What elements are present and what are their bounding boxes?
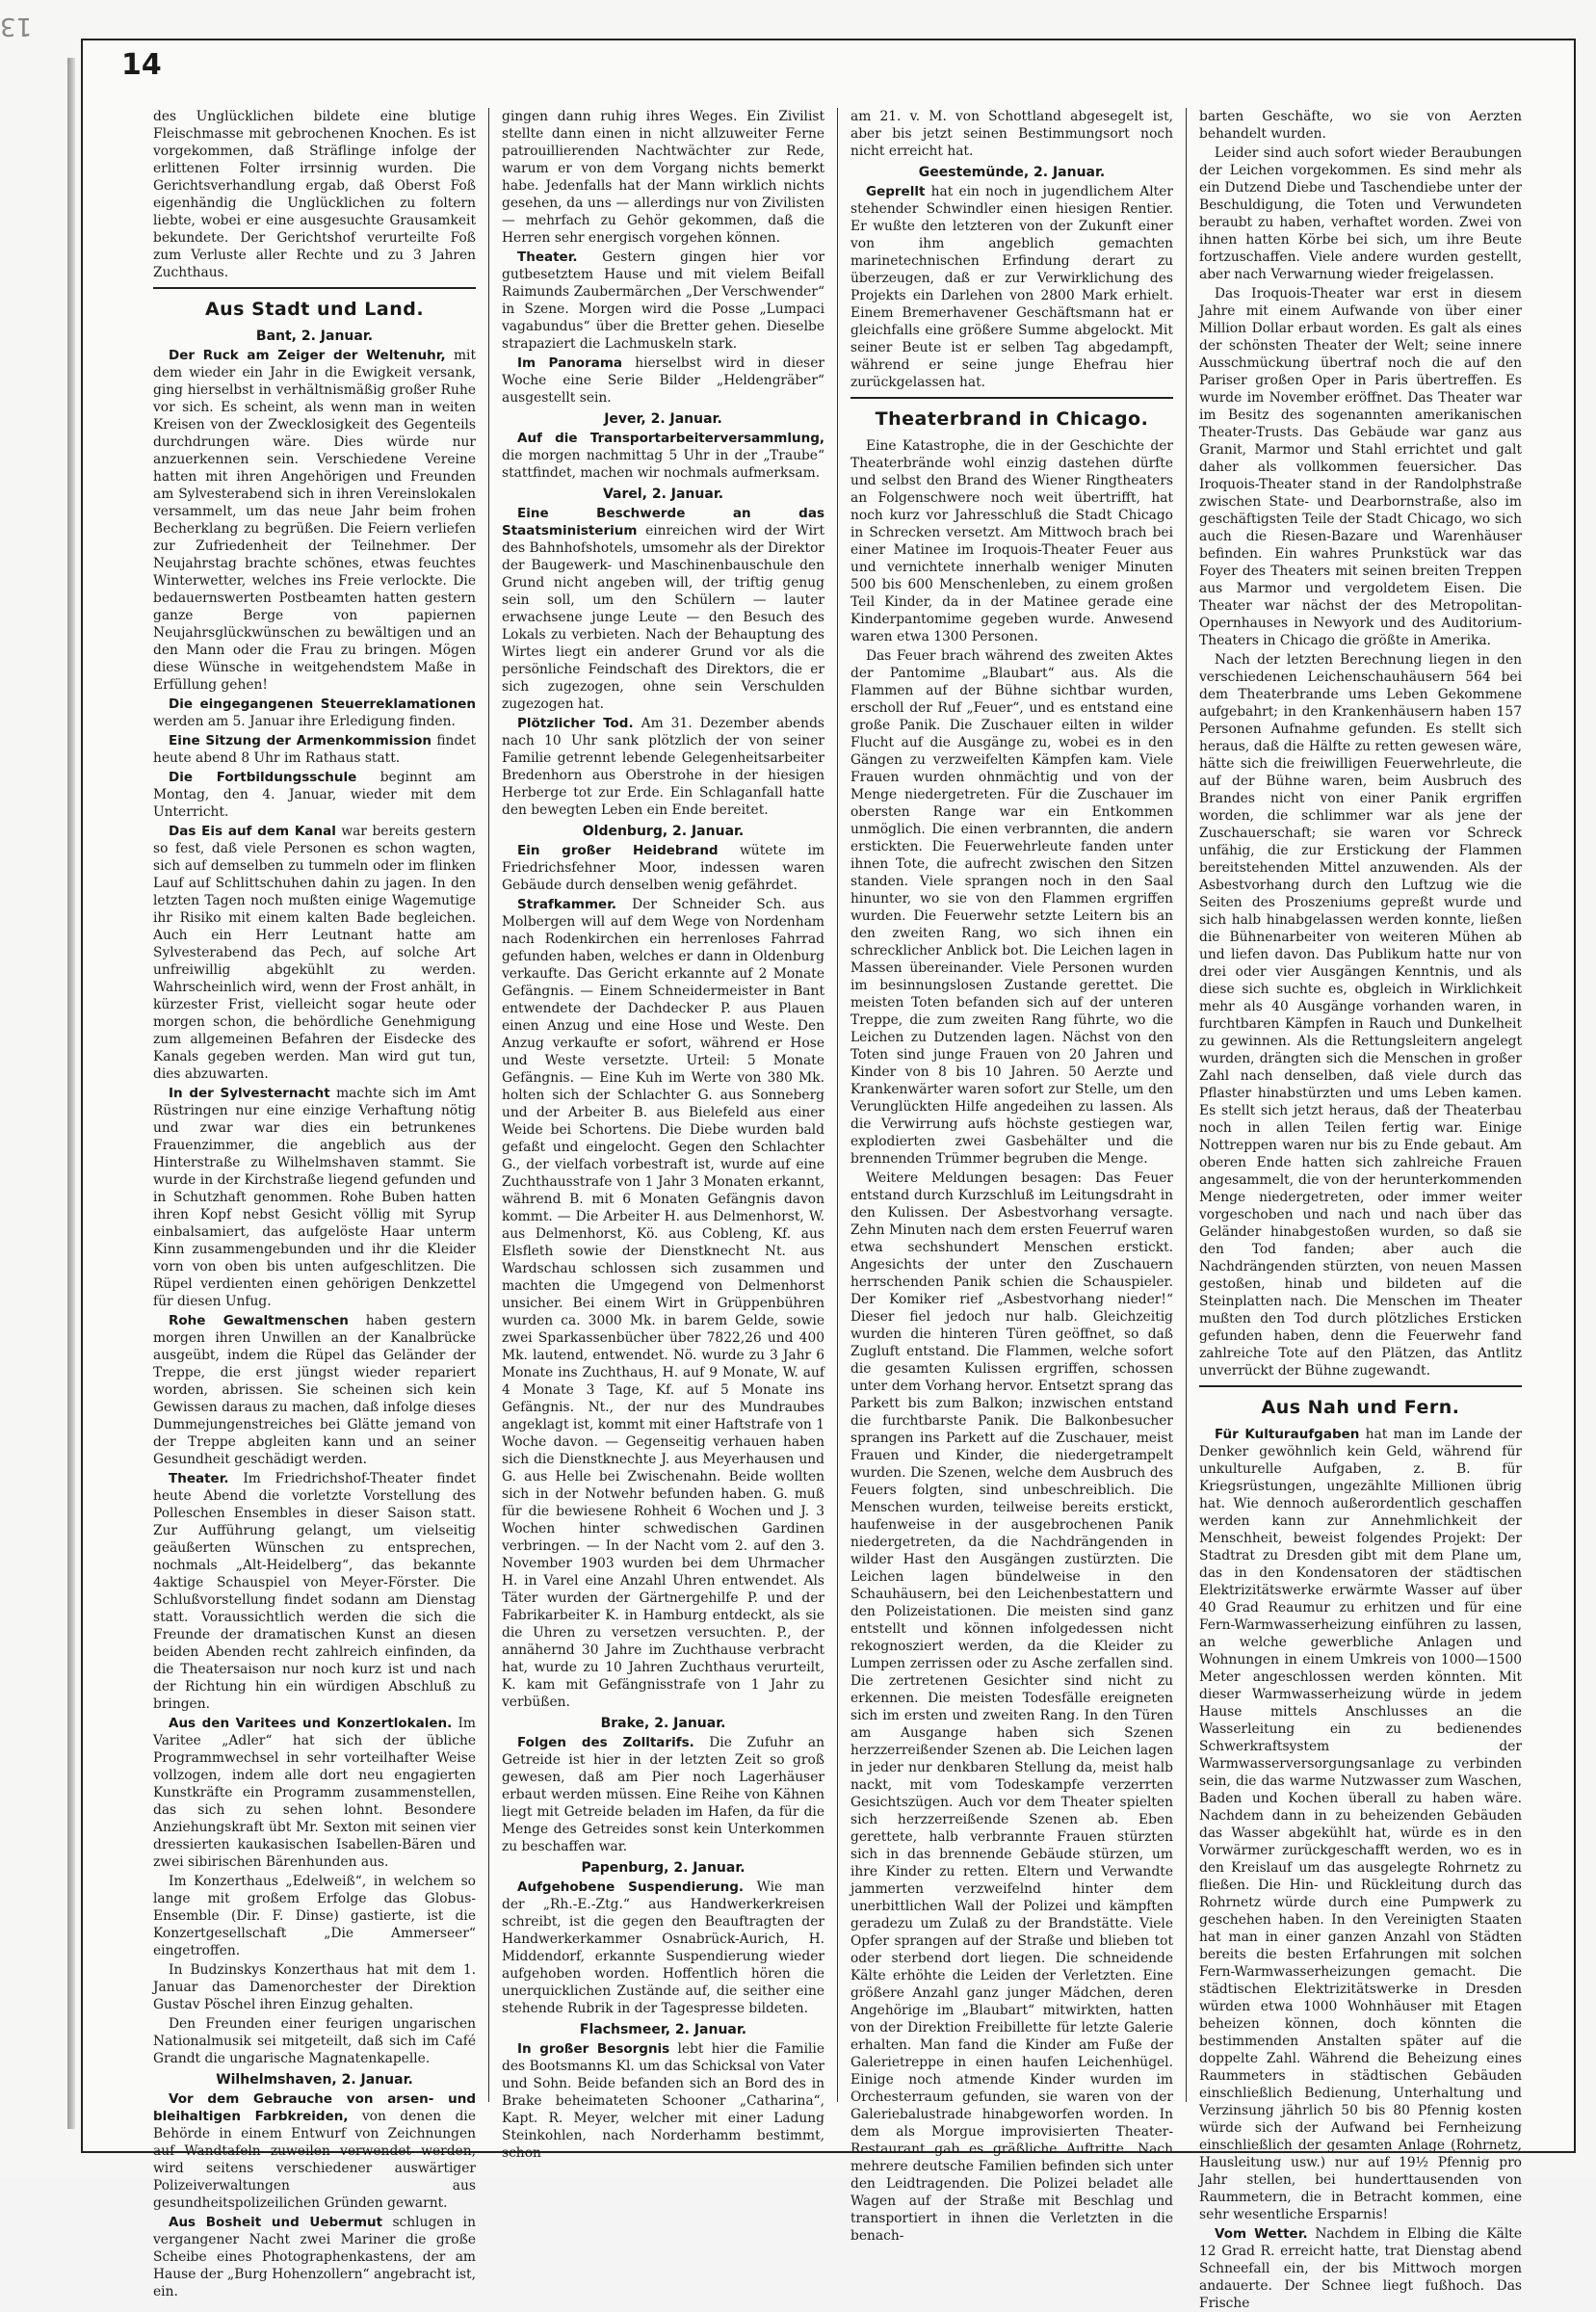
article-lead: Das Eis auf dem Kanal (169, 824, 336, 839)
paragraph: Das Iroquois-Theater war erst in diesem Jahre mit einem Aufwande von über einer Million Dollar erbaut worden. Es galt als eines der schönsten Theater der Welt; seine innere Ausschmückung übertraf noch die auf den Pariser großen Oper in Paris übertreffen. Es wurde im November eröffnet. Das Theater war im Besitz des sogenannten amerikanischen Theater-Trusts. Das Gebäude war ganz aus Granit, Marmor und Stahl errichtet und galt daher als vollkommen feuersicher. Das Iroquois-Theater stand in der Randolphstraße zwischen State- und Dearbornstraße, also im geschäftigsten Teile der Stadt Chicago, wo sich auch die Riesen-Bazare und Warenhäuser befinden. Ein wahres Prunkstück war das Foyer des Theaters mit seinen breiten Treppen aus Marmor und vergoldetem Eisen. Die Theater war nächst der des Metropolitan-Opernhauses in Newyork und des Auditorium-Theaters in Chicago die größte in Amerika. (1199, 286, 1522, 648)
dateline: Oldenburg, 2. Januar. (582, 824, 745, 839)
article: Aufgehobene Suspendierung. Wie man der „Rh.-E.-Ztg.“ aus Handwerkerkreisen schreibt, ist die gegen den Beauftragten der Handwerkerkammer Osnabrück-Aurich, H. Middendorf, erkannte Suspendierung wieder aufgehoben worden. Hoffentlich hören die unerquicklichen Zustände auf, die seither eine stehende Rubrik in der Tagespresse bildeten. (502, 1879, 824, 2016)
column-1 (141, 108, 489, 2299)
paragraph: In Budzinskys Konzerthaus hat mit dem 1. Januar das Damenorchester der Direktion Gustav Pöschel ihren Einzug gehalten. (153, 1962, 476, 2012)
paragraph: Den Freunden einer feurigen ungarischen Nationalmusik sei mitgeteilt, daß sich im Café Grandt die ungarische Magnatenkapelle. (153, 2016, 476, 2066)
article-lead: Eine Sitzung der Armenkommission (169, 733, 432, 749)
column-2 (489, 108, 838, 2161)
article: Der Ruck am Zeiger der Weltenuhr, mit dem wieder ein Jahr in die Ewigkeit versank, ging hierselbst in verhältnismäßig großer Ruhe vor sich. Es scheint, als wenn man in weiten Kreisen von der Zwecklosigkeit des Gegenteils durchdrungen wäre. Dies würde nur anzuerkennen sein. Verschiedene Vereine hatten mit ihren Angehörigen und Freunden am Sylvesterabend sich in ihren Vereinslokalen versammelt, um das neue Jahr beim frohen Becherklang zu begrüßen. Die Feiern verliefen zur Zufriedenheit der Teilnehmer. Der Neujahrstag brachte schönes, etwas feuchtes Winterwetter, welches ins Freie verlockte. Die bedauernswerten Postbeamten hatten gestern ganze Berge von papiernen Neujahrsglückwünschen zu bewältigen und an den Mann oder die Frau zu bringen. Mögen diese Wünsche in weitgehendstem Maße in Erfüllung gehen! (153, 348, 476, 693)
paragraph: gingen dann ruhig ihres Weges. Ein Zivilist stellte dann einen in nicht allzuweiter Ferne patrouillierenden Nachtwächter zur Rede, warum er von dem Vorgang nichts bemerkt habe. Jedenfalls hat der Mann wirklich nichts gesehen, da uns — allerdings nur von Zivilisten — mehrfach zu Gehör gekommen, daß die Herren sehr energisch vorgehen können. (502, 109, 824, 246)
section-heading: Aus Nah und Fern. (1261, 1397, 1460, 1418)
article: Eine Beschwerde an das Staatsministerium einreichen wird der Wirt des Bahnhofshotels, umsomehr als der Direktor der Baugewerk- und Maschinenbauschule den Grund nicht angeben will, der triftig genug sein soll, um den Schülern — lauter erwachsene junge Leute — den Besuch des Lokals zu verbieten. Nach der Behauptung des Wirtes liegt ein anderer Grund vor als die persönliche Feindschaft des Direktors, die er sich zugezogen, ohne sein Verschulden zugezogen hat. (502, 506, 824, 712)
columns (141, 108, 1566, 2311)
article-lead: Aufgehobene Suspendierung. (517, 1879, 745, 1895)
article: Geprellt hat ein noch in jugendlichem Alter stehender Schwindler einen hiesigen Rentier. Er wußte den letzteren von der Zukunft einer von ihm angeblich gemachten marinetechnischen Erfindung derart zu überzeugen, daß er zur Verwirklichung des Projekts ein Darlehen von 2800 Mark erhielt. Einem Bremerhavener Geschäftsmann hat er gleichfalls eine größere Summe abgelockt. Mit seiner Beute ist er selben Tag abgedampft, während er seine junge Ehefrau hier zurückgelassen hat. (850, 184, 1173, 390)
article-lead: Die eingegangenen Steuerreklamationen (169, 696, 476, 712)
article-lead: Plötzlicher Tod. (517, 716, 634, 731)
dateline: Flachsmeer, 2. Januar. (579, 2022, 747, 2037)
article: Auf die Transportarbeiterversammlung, die morgen nachmittag 5 Uhr in der „Traube“ stattfindet, machen wir nochmals aufmerksam. (502, 431, 824, 481)
article: Im Panorama hierselbst wird in dieser Woche eine Serie Bilder „Heldengräber“ ausgestellt sein. (502, 355, 825, 406)
article-lead: Im Panorama (517, 355, 623, 371)
article: Eine Sitzung der Armenkommission findet heute abend 8 Uhr im Rathaus statt. (153, 733, 476, 766)
article-lead: Vom Wetter. (1215, 2226, 1308, 2242)
page-frame (81, 39, 1576, 2311)
dateline: Papenburg, 2. Januar. (581, 1860, 746, 1876)
article: Für Kulturaufgaben hat man im Lande der Denker gewöhnlich kein Geld, während für unkulturelle Aufgaben, z. B. für Kriegsrüstungen, ungezählte Millionen übrig hat. Wie dennoch außerordentlich geschaffen werden kann zur Annehmlichkeit der Menschheit, beweist folgendes Projekt: Der Stadtrat zu Dresden gibt mit dem Plane um, das in den Kondensatoren der städtischen Elektrizitätswerke erwärmte Wasser auf über 40 Grad Reaumur zu erhitzen und für eine Fern-Warmwasserheizung einführen zu lassen, an welche gewerbliche Anlagen und Wohnungen in einem Umkreis von 1000—1500 Meter angeschlossen werden könnten. Mit dieser Warmwasserheizung würde in jedem Hause mittels Anschlusses an die Wasserleitung ein zu bedienendes Schwerkraftsystem der Warmwasserversorgungsanlage zu verbinden sein, die das warme Nutzwasser zum Waschen, Baden und Kochen überall zu haben wäre. Nachdem dann in zu beheizenden Gebäuden das Wasser abgekühlt hat, würde es in den Vorwärmer zurückgeschafft werden, wo es in den Kreislauf um das ausgelegte Rohrnetz zu fließen. Die Hin- und Rückleitung durch das Rohrnetz würde durch eine Pumpwerk zu geschehen haben. In den Vereinigten Staaten hat man in einer ganzen Anzahl von Städten bereits die besten Erfahrungen mit solchen Fern-Warmwasserheizungen gemacht. Die städtischen Elektrizitätswerke in Dresden würden etwa 1000 Wohnhäuser mit Etagen beheizen können, doch könnten die bestimmenden Anstalten später auf die doppelte Zahl. Während die Beheizung eines Raummeters in städtischen Gebäuden einschließlich Bedienung, Unterhaltung und Verzinsung jährlich 50 bis 80 Pfennig kosten würde sich der Aufwand bei Fernheizung einschließlich der gesamten Anlage (Rohrnetz, Hausleitung usw.) nur auf 19½ Pfennig pro Jahr stellen, bei hunderttausenden von Raummetern, die in Betracht kommen, eine sehr wesentliche Ersparnis! (1199, 1427, 1522, 2222)
dateline: Brake, 2. Januar. (600, 1716, 726, 1731)
article-lead: In der Sylvesternacht (169, 1086, 330, 1101)
article: Strafkammer. Der Schneider Sch. aus Molbergen will auf dem Wege von Nordenham nach Rodenkirchen ein herrenloses Fahrrad gefunden haben, welches er dann in Oldenburg verkaufte. Das Gericht erkannte auf 2 Monate Gefängnis. — Einem Schneidermeister in Bant entwendete der Dachdecker P. aus Plauen einen Anzug und eine Hose und Weste. Den Anzug verkaufte er sofort, während er Hose und Weste versetzte. Urteil: 5 Monate Gefängnis. — Eine Kuh im Werte von 380 Mk. holten sich der Schlachter G. aus Sonneberg und der Arbeiter B. aus Bielefeld aus einer Weide bei Schortens. Die Diebe wurden bald gefaßt und eingelocht. Gegen den Schlachter G., der vielfach vorbestraft ist, wurde auf eine Zuchthausstrafe von 1 Jahr 3 Monaten erkannt, während B. mit 6 Monaten Gefängnis davon kommt. — Die Arbeiter H. aus Delmenhorst, W. aus Delmenhorst, Kö. aus Cobleng, Kf. aus Elsfleth sowie der Dienstknecht Nt. aus Wardschau schlossen sich zusammen und machten die Umgegend von Delmenhorst unsicher. Bei einem Wirt in Grüppenbühren wurden ca. 3000 Mk. in barem Gelde, sowie zwei Sparkassenbücher über 7822,26 und 400 Mk. lautend, entwendet. Nö. wurde zu 3 Jahr 6 Monate ins Zuchthaus, H. auf 9 Monate, W. auf 4 Monate 3 Tage, Kf. auf 5 Monate ins Gefängnis. Nt., der nur des Mundraubes angeklagt ist, kommt mit einer Haftstrafe von 1 Woche davon. — Gegenseitig verhauen haben sich die Dienstknechte J. aus Meyerhausen und G. aus Helle bei Zwischenahn. Beide wollten sich in der Notwehr befunden haben. G. muß für die bewiesene Rohheit 6 Wochen und J. 3 Wochen hinter schwedischen Gardinen verbringen. — In der Nacht vom 2. auf den 3. November 1903 wurden bei dem Uhrmacher H. in Varel eine Anzahl Uhren entwendet. Als Täter wurden der Gärtnergehilfe P. und der Fabrikarbeiter K. in Hamburg entdeckt, als sie die Uhren zu versetzen versuchten. P., der annähernd 30 Jahre im Zuchthause verbracht hat, wurde zu 10 Jahren Zuchthaus verurteilt, K. kam mit Gefängnisstrafe von 1 Jahr zu verbüßen. (502, 897, 824, 1710)
article: Plötzlicher Tod. Am 31. Dezember abends nach 10 Uhr sank plötzlich der von seiner Familie getrennt lebende Gelegenheitsarbeiter Bredenhorn aus Oberstrohe in der hiesigen Herberge tot zur Erde. Ein Schlaganfall hatte den bewegten Leben ein Ende bereitet. (502, 716, 824, 818)
article: Vor dem Gebrauche von arsen- und bleihaltigen Farbkreiden, von denen die Behörde in einem Entwurf von Zeichnungen auf Wandtafeln zuweilen verwendet werden, wird seitens verschiedener auswärtiger Polizeiverwaltungen aus gesundheitspolizeilichen Gründen gewarnt. (153, 2091, 476, 2211)
page-number: 14 (121, 48, 162, 82)
paragraph: Leider sind auch sofort wieder Beraubungen der Leichen vorgekommen. Es sind mehr als ein Dutzend Diebe und Taschendiebe unter der Beschuldigung, die Toten und Verwundeten beraubt zu haben, verhaftet worden. Zwei von ihnen hatten Körbe bei sich, um ihre Beute fortzuschaffen. Viele andere wurden gestellt, aber nach Verwarnung wieder freigelassen. (1199, 145, 1522, 282)
paragraph: Nach der letzten Berechnung liegen in den verschiedenen Leichenschauhäusern 564 bei dem Theaterbrande ums Leben Gekommene aufgebahrt; in den Krankenhäusern haben 157 Personen Aufnahme gefunden. Es stellt sich heraus, daß die Hälfte zu retten gewesen wäre, hätte sich die freiwilligen Feuerwehrleute, die auf der Bühne waren, beim Ausbruch des Brandes nicht von einer Panik ergriffen worden, die schlimmer war als jene der Zuschauerschaft; sie waren vor Schreck unfähig, die zur Erstickung der Flammen bereitstehenden Mittel anzuwenden. Als der Asbestvorhang durch den Luftzug wie die Seiten des Proszeniums gepreßt wurde und sich halb hinabgelassen werden konnte, ließen die Bühnenarbeiter von weiteren Mühen ab und liefen davon. Das Publikum hatte nur von drei oder vier Ausgängen Kenntnis, und als diese sich suchte es, obgleich in Wirklichkeit mehr als 40 Ausgänge vorhanden waren, in furchtbaren Kämpfen in Rauch und Dunkelheit zu gewinnen. Als die Rettungsleitern angelegt wurden, drängten sich die Menschen in großer Zahl nach denselben, daß viele durch das Pflaster hinabstürzten und ums Leben kamen. Es stellt sich jetzt heraus, daß der Theaterbau noch in allen Teilen fertig war. Einige Nottreppen waren nur bis zu Ende gebaut. Am oberen Ende hatten sich zahlreiche Frauen angesammelt, die von der herunterkommenden Menge niedergetreten, oder immer weiter vorgeschoben und nach und nach über das Geländer hinabgestoßen wurden, so daß sie den Tod fanden; aber auch die Nachdrängenden stürzten, von neuen Massen gestoßen, hinab und bildeten auf die Steinplatten nach. Die Menschen im Theater mußten den Tod durch plötzliches Ersticken gefunden haben, denn die Feuerwehr fand zahlreiche Tote auf den Plätzen, das Antlitz unverrückt der Bühne zugewandt. (1199, 652, 1522, 1379)
article-lead: Theater. (169, 1471, 229, 1486)
paragraph: am 21. v. M. von Schottland abgesegelt ist, aber bis jetzt seinen Bestimmungsort noch nicht erreicht hat. (850, 109, 1173, 159)
dateline: Wilhelmshaven, 2. Januar. (216, 2072, 413, 2088)
article: In großer Besorgnis lebt hier die Familie des Bootsmanns Kl. um das Schicksal von Vater und Sohn. Beide befanden sich an Bord des in Brake beheimateten Schooner „Catharina“, Kapt. R. Meyer, welcher mit einer Ladung Steinkohlen, nach Norderhamm bestimmt, schon (502, 2041, 824, 2161)
paragraph: barten Geschäfte, wo sie von Aerzten behandelt wurden. (1199, 109, 1522, 142)
article: Die Fortbildungsschule beginnt am Montag, den 4. Januar, wieder mit dem Unterricht. (153, 770, 476, 820)
divider (1199, 1385, 1522, 1387)
column-3 (838, 108, 1187, 2244)
article-lead: Aus den Varitees und Konzertlokalen. (169, 1716, 453, 1731)
paragraph: Weitere Meldungen besagen: Das Feuer entstand durch Kurzschluß im Leitungsdraht in den Kulissen. Der Asbestvorhang versagte. Zehn Minuten nach dem ersten Feuerruf waren etwa sechshundert Menschen erstickt. Angesichts der unter den Zuschauern herrschenden Panik schien die Schauspieler. Der Komiker rief „Asbestvorhang nieder!“ Dieser fiel jedoch nur halb. Gleichzeitig wurden die hinteren Türen geöffnet, so daß Zugluft entstand. Die Flammen, welche sofort die gesamten Kulissen ergriffen, schossen unter dem Vorhang hervor. Entsetzt sprang das Parkett bis zum Balkon; inzwischen entstand die furchtbarste Panik. Die Balkonbesucher sprangen ins Parkett auf die Zuschauer, meist Frauen und Kinder, die niedergetrampelt wurden. Die Szenen, welche dem Ausbruch des Feuers folgten, sind unbeschreiblich. Die Menschen wurden, teilweise bereits erstickt, haufenweise in der ausgebrochenen Panik niedergetreten, da die Nachdrängenden in wilder Hast den Ausgängen zustürzten. Die Leichen lagen bündelweise in den Schauhäusern, bei den Leichenbestattern und den Polizeistationen. Die meisten sind ganz entstellt und können infolgedessen nicht rekognosziert werden, da die Kleider zu Lumpen zerrissen oder zu Asche zerfallen sind. Die zertretenen Gesichter sind nicht zu erkennen. Die meisten Todesfälle ereigneten sich im ersten und zweiten Rang. In den Türen am Ausgange haben sich Szenen herzzerreißender Szenen ab. Die Leichen lagen in jeder nur denkbaren Stellung da, meist halb nackt, mit vom Todeskampfe verzerrten Gesichtszügen. Auch vor dem Theater spielten sich herzzerreißende Szenen ab. Eben gerettete, halb verbrannte Frauen stürzten sich in das brennende Gebäude stürzen, um ihre Kinder zu retten. Eltern und Verwandte jammerten verzweifelnd hinter dem unerbittlichen Wall der Polizei und kämpften geradezu um Zulaß zu der Brandstätte. Viele Opfer sprangen auf der Straße und blieben tot oder sterbend dort liegen. Die schneidende Kälte erhöhte die Leiden der Verletzten. Eine größere Anzahl ganz junger Mädchen, deren Angehörige im „Blaubart“ mitwirkten, hatten von der Direktion Freibillette für letzte Galerie erhalten. Man fand die Kinder am Fuße der Galerietreppe in einen haufen Leichenhügel. Einige noch atmende Kinder wurden im Orchesterraum gefunden, sie waren von der Galeriebalustrade hinabgeworfen worden. In dem als Morgue improvisierten Theater-Restaurant gab es gräßliche Auftritte. Nach mehrere deutsche Familien befinden sich unter den Leidtragenden. Die Polizei beladet alle Wagen auf der Straße mit Beschlag und transportiert in ihnen die Verletzten in die benach- (850, 1170, 1173, 2244)
article: Rohe Gewaltmenschen haben gestern morgen ihren Unwillen an der Kanalbrücke ausgeübt, indem die Rüpel das Geländer der Treppe, die erst jüngst wieder repariert worden, abrissen. Sie scheinen sich kein Gewissen daraus zu machen, daß infolge dieses Dummejungenstreiches bei Glätte jemand von der Treppe abgleiten kann und an seiner Gesundheit geschädigt werden. (153, 1313, 476, 1467)
article: Das Eis auf dem Kanal war bereits gestern so fest, daß viele Personen es schon wagten, sich auf demselben zu tummeln oder im flinken Lauf auf Schlittschuhen dahin zu jagen. In den letzten Tagen noch mußten einige Wagemutige ihr Risiko mit einem kalten Bade begleichen. Auch ein Herr Leutnant hatte am Sylvesterabend das Pech, auf solche Art unfreiwillig abgekühlt zu werden. Wahrscheinlich wird, wenn der Frost anhält, in kürzester Frist, vielleicht sogar heute oder morgen schon, die behördliche Genehmigung zum allgemeinen Befahren der Eisdecke des Kanals gegeben werden. Man wird gut tun, dies abzuwarten. (153, 824, 477, 1082)
article: Theater. Gestern gingen hier vor gutbesetztem Hause und mit vielem Beifall Raimunds Zaubermärchen „Der Verschwender“ in Szene. Morgen wird die Posse „Lumpaci vagabundus“ über die Bretter gehen. Dieselbe strapaziert die Lachmuskeln stark. (502, 250, 824, 352)
article-lead: Vor dem Gebrauche von arsen- und bleihaltigen Farbkreiden, (153, 2091, 476, 2124)
column-4 (1187, 108, 1534, 2311)
dateline: Bant, 2. Januar. (255, 328, 374, 344)
article-lead: Aus Bosheit und Uebermut (169, 2215, 383, 2230)
article-lead: Eine Beschwerde an das Staatsministerium (502, 506, 824, 539)
divider (850, 397, 1173, 399)
article-lead: Die Fortbildungsschule (169, 770, 357, 785)
article: In der Sylvesternacht machte sich im Amt Rüstringen nur eine einzige Verhaftung nötig und zwar war dies ein betrunkenes Frauenzimmer, die angeblich aus der Hinterstraße zu Wilhelmshaven stammt. Sie wurde in der Kirchstraße liegend gefunden und in Schutzhaft genommen. Rohe Buben hatten ihren Kopf nebst Gesicht völlig mit Syrup einbalsamiert, das aufgelöste Haar unterm Kinn zusammengebunden und ihr die Kleider vorn von oben bis unten aufgeschlitzen. Die Rüpel verdienten einen gehörigen Denkzettel für diesen Unfug. (153, 1086, 476, 1309)
article: Theater. Im Friedrichshof-Theater findet heute Abend die vorletzte Vorstellung des Polleschen Ensembles in dieser Saison statt. Zur Aufführung gelangt, um vielseitig geäußerten Wünschen zu entsprechen, nochmals „Alt-Heidelberg“, das bekannte 4aktige Schauspiel von Meyer-Förster. Die Schlußvorstellung findet sodann am Dienstag statt. Voraussichtlich werden die sich die Freunde der dramatischen Kunst an diesen beiden Abenden recht zahlreich einfinden, da die Theatersaison nur noch kurz ist und nach der Richtung hin ein würdigen Abschluß zu bringen. (153, 1471, 476, 1712)
article-lead: Der Ruck am Zeiger der Weltenuhr, (169, 348, 446, 363)
paragraph: Das Feuer brach während des zweiten Aktes der Pantomime „Blaubart“ aus. Als die Flammen auf der Bühne sichtbar wurden, erscholl der Ruf „Feuer“, und es entstand eine große Panik. Die Zuschauer eilten in wilder Flucht auf die Ausgänge zu, wobei es in den Gängen zu verzweifelten Kämpfen kam. Viele Frauen wurden ohnmächtig und von der Menge niedergetreten. Für die Zuschauer im obersten Range war ein Entkommen unmöglich. Die einen verbrannten, die andern erstickten. Die Feuerwehrleute fanden unter ihnen Tote, die aufrecht zwischen den Sitzen standen. Viele sprangen noch in den Saal hinunter, wo sie von den Flammen ergriffen wurden. Die Feuerwehr setzte Leitern bis an den zweiten Rang, wo sich ihnen ein schrecklicher Anblick bot. Die Leichen lagen in Massen übereinander. Viele Personen wurden im besinnungslosen Zustande gerettet. Die meisten Toten befanden sich auf der unteren Treppe, die zum zweiten Rang führte, wo die Leichen zu Dutzenden lagen. Nächst von den Toten sind junge Frauen von 20 Jahren und Kinder von 8 bis 10 Jahren. 50 Aerzte und Krankenwärter waren sofort zur Stelle, um den Verunglückten Hilfe angedeihen zu lassen. Als die Verwirrung aufs höchste gestiegen war, explodierten zwei Gasbehälter und die brennenden Trümmer begruben die Menge. (850, 648, 1173, 1167)
article-lead: Geprellt (866, 184, 926, 199)
dateline: Jever, 2. Januar. (604, 411, 722, 427)
article-lead: Rohe Gewaltmenschen (169, 1313, 349, 1328)
article-lead: Auf die Transportarbeiterversammlung, (517, 431, 824, 446)
article: Vom Wetter. Nachdem in Elbing die Kälte 12 Grad R. erreicht hatte, trat Dienstag abend Schneefall ein, der bis Mittwoch morgen andauerte. Der Schnee liegt fußhoch. Das Frische (1199, 2226, 1522, 2311)
article: Folgen des Zolltarifs. Die Zufuhr an Getreide ist hier in der letzten Zeit so groß gewesen, daß am Pier noch Lagerhäuser erbaut werden müssen. Eine Reihe von Kähnen liegt mit Getreide beladen im Hafen, da für die Menge des Getreides sonst kein Unterkommen zu beschaffen war. (502, 1735, 825, 1854)
section-heading: Aus Stadt und Land. (204, 299, 425, 320)
article-lead: Für Kulturaufgaben (1215, 1427, 1360, 1442)
article-lead: Folgen des Zolltarifs. (517, 1735, 694, 1750)
section-heading: Theaterbrand in Chicago. (875, 408, 1149, 430)
article-lead: Theater. (517, 250, 578, 265)
article: Ein großer Heidebrand wütete im Friedrichsfehner Moor, indessen waren Gebäude durch denselben wenig gefährdet. (502, 843, 824, 893)
article: Aus den Varitees und Konzertlokalen. Im Varitee „Adler“ hat sich der übliche Programmwechsel in sehr vorteilhafter Weise vollzogen, indem alle dort neu engagierten Kunstkräfte ein Programm zusammenstellen, das sich zu sehen lohnt. Besondere Anziehungskraft übt Mr. Sexton mit seinen vier dressierten kaukasischen Isabellen-Bären und zwei sibirischen Bärenhunden aus. (153, 1716, 476, 1870)
paragraph: Eine Katastrophe, die in der Geschichte der Theaterbrände wohl einzig dastehen dürfte und selbst den Brand des Wiener Ringtheaters an Folgenschwere noch weit übertrifft, hat noch kurz vor Jahresschluß die Stadt Chicago in Schrecken versetzt. Am Mittwoch brach bei einer Matinee im Iroquois-Theater Feuer aus und vernichtete innerhalb weniger Minuten 500 bis 600 Menschenleben, zu einem großen Teil Kinder, da in der Matinee gerade eine Kinderpantomime gegeben wurde. Anwesend waren etwa 1300 Personen. (850, 438, 1173, 644)
article: Die eingegangenen Steuerreklamationen werden am 5. Januar ihre Erledigung finden. (153, 696, 476, 729)
article: Aus Bosheit und Uebermut schlugen in vergangener Nacht zwei Mariner die große Scheibe eines Photographenkastens, der am Hause der „Burg Hohenzollern“ angebracht ist, ein. (153, 2215, 476, 2299)
mirrored-page-number: 13 (0, 12, 33, 40)
paragraph: des Unglücklichen bildete eine blutige Fleischmasse mit gebrochenen Knochen. Es ist vorgekommen, daß Sträflinge infolge der erlittenen Folter irrsinnig wurden. Die Gerichtsverhandlung ergab, daß Oberst Foß eigenhändig die Unglücklichen zu foltern liebte, wobei er eine ausgesuchte Grausamkeit bekundete. Der Gerichtshof verurteilte Foß zum Verluste aller Rechte und zu 3 Jahren Zuchthaus. (153, 109, 476, 280)
article-lead: Ein großer Heidebrand (517, 843, 719, 858)
article-lead: In großer Besorgnis (517, 2041, 670, 2057)
dateline: Varel, 2. Januar. (602, 486, 724, 502)
scan-edge (67, 58, 75, 2129)
paragraph: Im Konzerthaus „Edelweiß“, in welchem so lange mit großem Erfolge das Globus-Ensemble (Dir. F. Dinse) gastierte, ist die Konzertgesellschaft „Die Ammerseer“ eingetroffen. (153, 1874, 476, 1958)
divider (153, 287, 476, 289)
article-lead: Strafkammer. (517, 897, 617, 912)
dateline: Geestemünde, 2. Januar. (918, 165, 1106, 180)
